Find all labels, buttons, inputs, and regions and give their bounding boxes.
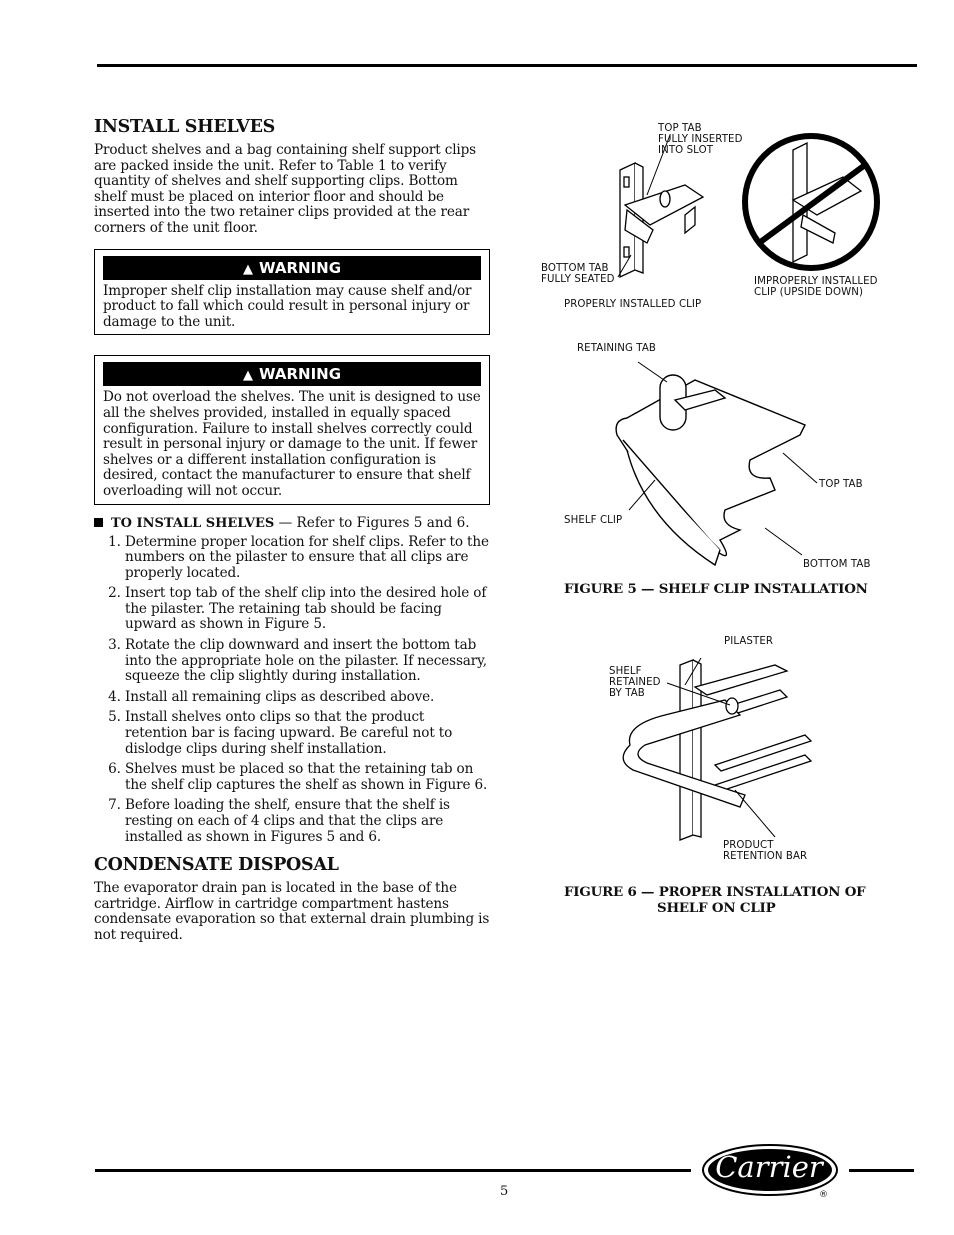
warning-heading-1: WARNING — [258, 258, 342, 277]
warning-box-2 — [94, 355, 490, 504]
list-item: 1. Determine proper location for shelf clips. Refer to the numbers on the pilaster to ensure that all clips are properly located. — [125, 535, 490, 582]
list-item: 7. Before loading the shelf, ensure that the shelf is resting on each of 4 clips and that the clips are installed as shown in Figures 5 and 6. — [125, 798, 490, 845]
top-rule — [97, 64, 917, 67]
shelf-on-clip-drawing — [535, 645, 915, 865]
install-shelves-heading: INSTALL SHELVES — [94, 117, 275, 137]
list-item: 4. Install all remaining clips as described above. — [125, 690, 490, 706]
warning-text-2: Do not overload the shelves. The unit is designed to use all the shelves provided, installed in equally spaced configuration. Failure to install shelves correctly could result in personal injury or damage to the unit. If fewer shelves or a different installation configuration is desired, contact the manufacturer to ensure that shelf overloading will not occur. — [103, 389, 481, 499]
warning-triangle-icon: ▲ — [242, 368, 253, 384]
condensate-text: The evaporator drain pan is located in the base of the cartridge. Airflow in cartridge compartment hastens condensate evaporation so that external drain plumbing is not required. — [94, 880, 490, 943]
warning-triangle-icon: ▲ — [242, 261, 253, 277]
label-bottom-tab-seated: BOTTOM TAB FULLY SEATED — [541, 263, 615, 285]
list-item: 2. Insert top tab of the shelf clip into the desired hole of the pilaster. The retaining tab should be facing upward as shown in Figure 5. — [125, 586, 490, 633]
left-column — [94, 117, 490, 944]
list-item: 5. Install shelves onto clips so that the product retention bar is facing upward. Be careful not to dislodge clips during shelf installation. — [125, 710, 490, 757]
install-lead-rest: — Refer to Figures 5 and 6. — [274, 514, 470, 531]
warning-heading-2: WARNING — [258, 365, 342, 384]
condensate-heading: CONDENSATE DISPOSAL — [94, 855, 339, 876]
label-pilaster: PILASTER — [724, 636, 774, 647]
label-top-tab-inserted: TOP TAB FULLY INSERTED INTO SLOT — [658, 123, 743, 156]
label-properly-installed: PROPERLY INSTALLED CLIP — [564, 299, 702, 310]
warning-box-1 — [94, 249, 490, 336]
install-steps — [94, 535, 490, 846]
install-intro: Product shelves and a bag containing shelf support clips are packed inside the unit. Refer to Table 1 to verify quantity of shelves and shelf supporting clips. Bottom shelf must be placed on interior floor and should be inserted into the two retainer clips provided at the rear corners of the unit floor. — [94, 142, 476, 236]
label-top-tab: TOP TAB — [819, 479, 863, 490]
warning-header-1 — [103, 256, 481, 280]
warning-header-2 — [103, 362, 481, 386]
install-lead — [94, 515, 490, 531]
figure-6-caption-line1: FIGURE 6 — PROPER INSTALLATION OF — [564, 884, 866, 900]
label-shelf-clip: SHELF CLIP — [564, 515, 623, 526]
page-number: 5 — [500, 1184, 509, 1199]
figures-column — [535, 115, 915, 935]
warning-text-1: Improper shelf clip installation may cause shelf and/or product to fall which could result in personal injury or damage to the unit. — [103, 282, 472, 330]
label-bottom-tab: BOTTOM TAB — [803, 559, 871, 570]
carrier-logo-text: Carrier — [715, 1150, 823, 1184]
bottom-rule-left — [95, 1169, 691, 1172]
list-item: 3. Rotate the clip downward and insert the bottom tab into the appropriate hole on the pilaster. If necessary, squeeze the clip slightly during installation. — [125, 638, 490, 685]
label-improperly-installed: IMPROPERLY INSTALLED CLIP (UPSIDE DOWN) — [754, 276, 878, 298]
install-lead-bold: TO INSTALL SHELVES — [111, 515, 275, 531]
list-item: 6. Shelves must be placed so that the retaining tab on the shelf clip captures the shelf as shown in Figure 6. — [125, 762, 490, 793]
prohibited-icon — [745, 136, 877, 268]
bottom-rule-right — [849, 1169, 914, 1172]
bullet-square-icon — [94, 518, 103, 527]
registered-mark: ® — [819, 1190, 828, 1200]
figure-6-caption-line2: SHELF ON CLIP — [657, 900, 776, 916]
label-product-retention-bar: PRODUCT RETENTION BAR — [723, 840, 808, 862]
label-retaining-tab: RETAINING TAB — [577, 343, 656, 354]
figure-5-caption: FIGURE 5 — SHELF CLIP INSTALLATION — [564, 581, 868, 597]
proper-clip-illustration — [620, 163, 703, 277]
label-shelf-retained: SHELF RETAINED BY TAB — [609, 666, 661, 699]
